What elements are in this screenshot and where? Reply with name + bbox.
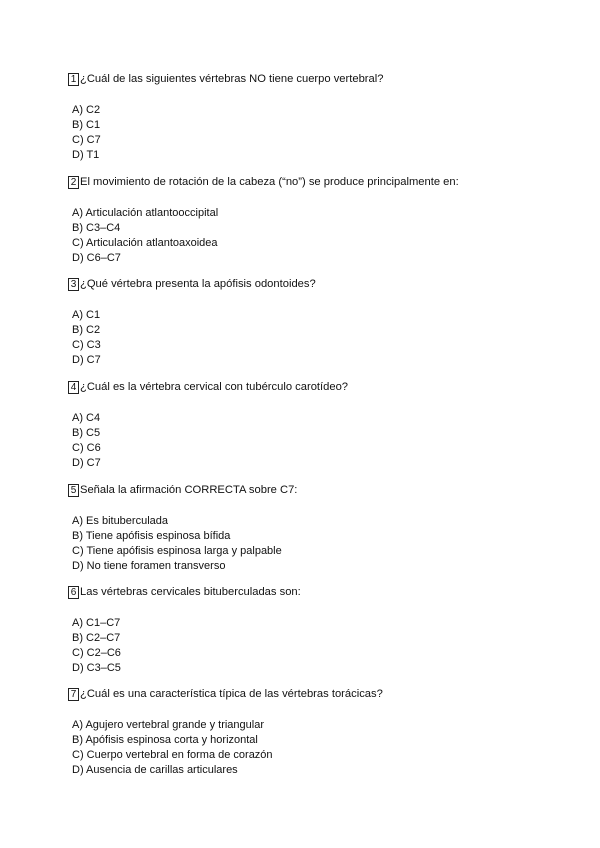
- answer-option-b: B) C5: [72, 427, 101, 439]
- answer-option-b: B) C3–C4: [72, 222, 121, 234]
- answer-options: [68, 308, 568, 368]
- question-text: ¿Cuál es la vértebra cervical con tubérculo carotídeo?: [80, 381, 349, 393]
- answer-option-c: C) C7: [72, 134, 101, 146]
- answer-option-c: C) Articulación atlantoaxoidea: [72, 237, 218, 249]
- answer-option-d: D) C7: [72, 457, 101, 469]
- answer-option-b: B) C2–C7: [72, 632, 121, 644]
- answer-option-a: A) C2: [72, 104, 101, 116]
- answer-options: [68, 206, 568, 266]
- answer-option-b: B) Tiene apófisis espinosa bífida: [72, 530, 231, 542]
- answer-options: [68, 103, 568, 163]
- question-5: [68, 482, 568, 574]
- answer-options: [68, 411, 568, 471]
- question-text: El movimiento de rotación de la cabeza (“no”) se produce principalmente en:: [80, 176, 459, 188]
- question-number-box: 1: [68, 73, 79, 86]
- answer-option-d: D) No tiene foramen transverso: [72, 560, 226, 572]
- question-heading: [68, 174, 568, 190]
- question-heading: [68, 686, 568, 702]
- answer-option-a: A) C1–C7: [72, 617, 121, 629]
- question-heading: [68, 379, 568, 395]
- answer-option-c: C) Tiene apófisis espinosa larga y palpable: [72, 545, 282, 557]
- question-1: [68, 71, 568, 163]
- answer-option-a: A) Es bituberculada: [72, 515, 168, 527]
- answer-option-c: C) Cuerpo vertebral en forma de corazón: [72, 749, 273, 761]
- question-6: [68, 584, 568, 676]
- answer-option-b: B) C1: [72, 119, 101, 131]
- answer-option-c: C) C3: [72, 339, 101, 351]
- question-text: ¿Cuál de las siguientes vértebras NO tiene cuerpo vertebral?: [80, 73, 384, 85]
- answer-option-a: A) Agujero vertebral grande y triangular: [72, 719, 264, 731]
- question-number-box: 3: [68, 278, 79, 291]
- question-7: [68, 686, 568, 778]
- question-2: [68, 174, 568, 266]
- question-text: Las vértebras cervicales bituberculadas son:: [80, 586, 301, 598]
- question-heading: [68, 482, 568, 498]
- answer-option-a: A) Articulación atlantooccipital: [72, 207, 219, 219]
- answer-options: [68, 616, 568, 676]
- answer-options: [68, 718, 568, 778]
- question-4: [68, 379, 568, 471]
- answer-option-d: D) C7: [72, 354, 101, 366]
- question-number-box: 5: [68, 484, 79, 497]
- answer-option-a: A) C1: [72, 309, 101, 321]
- answer-option-d: D) C6–C7: [72, 252, 121, 264]
- question-heading: [68, 584, 568, 600]
- question-number-box: 4: [68, 381, 79, 394]
- answer-option-d: D) T1: [72, 149, 100, 161]
- answer-option-b: B) C2: [72, 324, 101, 336]
- question-number-box: 2: [68, 176, 79, 189]
- answer-option-b: B) Apófisis espinosa corta y horizontal: [72, 734, 258, 746]
- question-text: ¿Cuál es una característica típica de las vértebras torácicas?: [80, 688, 383, 700]
- question-3: [68, 276, 568, 368]
- question-number-box: 6: [68, 586, 79, 599]
- answer-options: [68, 514, 568, 574]
- answer-option-c: C) C2–C6: [72, 647, 121, 659]
- question-heading: [68, 71, 568, 87]
- answer-option-d: D) C3–C5: [72, 662, 121, 674]
- answer-option-a: A) C4: [72, 412, 101, 424]
- question-number-box: 7: [68, 688, 79, 701]
- question-heading: [68, 276, 568, 292]
- question-text: Señala la afirmación CORRECTA sobre C7:: [80, 484, 298, 496]
- answer-option-d: D) Ausencia de carillas articulares: [72, 764, 238, 776]
- answer-option-c: C) C6: [72, 442, 101, 454]
- question-text: ¿Qué vértebra presenta la apófisis odontoides?: [80, 278, 316, 290]
